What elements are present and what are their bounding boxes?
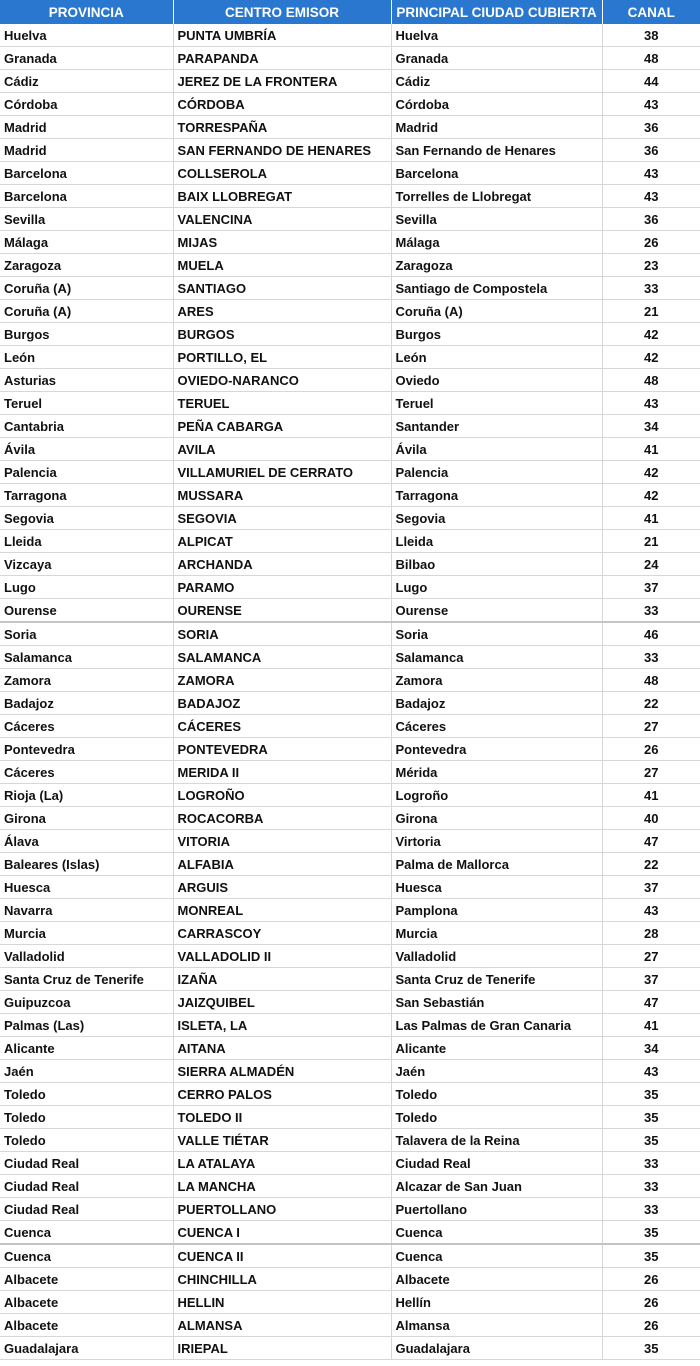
cell-canal: 34 [602,1037,700,1060]
table-row [0,208,700,231]
cell-centro-emisor: BURGOS [173,323,391,346]
cell-principal-ciudad: Cuenca [391,1244,602,1268]
header-centro-emisor: CENTRO EMISOR [173,0,391,24]
cell-centro-emisor: MIJAS [173,231,391,254]
cell-canal: 41 [602,784,700,807]
table-row [0,622,700,646]
table-row [0,599,700,623]
cell-canal: 42 [602,484,700,507]
cell-centro-emisor: CARRASCOY [173,922,391,945]
cell-principal-ciudad: Valladolid [391,945,602,968]
cell-provincia: Teruel [0,392,173,415]
cell-principal-ciudad: Tarragona [391,484,602,507]
cell-canal: 22 [602,853,700,876]
cell-principal-ciudad: Pamplona [391,899,602,922]
cell-centro-emisor: SORIA [173,622,391,646]
cell-provincia: Ciudad Real [0,1175,173,1198]
cell-centro-emisor: MERIDA II [173,761,391,784]
cell-centro-emisor: PEÑA CABARGA [173,415,391,438]
cell-canal: 48 [602,369,700,392]
table-row [0,24,700,47]
cell-canal: 42 [602,323,700,346]
cell-canal: 43 [602,185,700,208]
table-row [0,438,700,461]
cell-provincia: Ávila [0,438,173,461]
cell-provincia: Segovia [0,507,173,530]
table-row [0,415,700,438]
table-row [0,461,700,484]
cell-provincia: Valladolid [0,945,173,968]
cell-canal: 35 [602,1337,700,1360]
cell-centro-emisor: LA ATALAYA [173,1152,391,1175]
cell-provincia: Ourense [0,599,173,623]
cell-canal: 35 [602,1221,700,1245]
cell-provincia: Jaén [0,1060,173,1083]
cell-centro-emisor: CÁCERES [173,715,391,738]
cell-canal: 26 [602,1268,700,1291]
cell-principal-ciudad: Santander [391,415,602,438]
cell-principal-ciudad: Santiago de Compostela [391,277,602,300]
table-row [0,1221,700,1245]
cell-canal: 24 [602,553,700,576]
header-row [0,0,700,24]
cell-canal: 35 [602,1083,700,1106]
cell-canal: 23 [602,254,700,277]
cell-principal-ciudad: Almansa [391,1314,602,1337]
cell-provincia: Barcelona [0,162,173,185]
cell-centro-emisor: ARCHANDA [173,553,391,576]
cell-principal-ciudad: Teruel [391,392,602,415]
cell-provincia: Toledo [0,1106,173,1129]
cell-canal: 33 [602,599,700,623]
table-row [0,1198,700,1221]
cell-canal: 46 [602,622,700,646]
table-row [0,1291,700,1314]
cell-provincia: Cáceres [0,761,173,784]
cell-canal: 33 [602,1152,700,1175]
cell-provincia: Alicante [0,1037,173,1060]
cell-provincia: Álava [0,830,173,853]
cell-canal: 33 [602,1175,700,1198]
cell-principal-ciudad: Huelva [391,24,602,47]
cell-provincia: Tarragona [0,484,173,507]
cell-provincia: Lleida [0,530,173,553]
table-header [0,0,700,24]
cell-canal: 41 [602,438,700,461]
cell-centro-emisor: LOGROÑO [173,784,391,807]
cell-centro-emisor: PARAMO [173,576,391,599]
table-row [0,1060,700,1083]
cell-canal: 33 [602,646,700,669]
table-row [0,139,700,162]
cell-provincia: Santa Cruz de Tenerife [0,968,173,991]
cell-canal: 36 [602,139,700,162]
cell-canal: 26 [602,738,700,761]
cell-centro-emisor: ALMANSA [173,1314,391,1337]
cell-centro-emisor: SALAMANCA [173,646,391,669]
cell-centro-emisor: ALFABIA [173,853,391,876]
cell-principal-ciudad: Toledo [391,1106,602,1129]
cell-principal-ciudad: Oviedo [391,369,602,392]
table-row [0,70,700,93]
table-row [0,507,700,530]
cell-canal: 43 [602,392,700,415]
cell-provincia: Cáceres [0,715,173,738]
cell-provincia: Ciudad Real [0,1152,173,1175]
cell-principal-ciudad: Santa Cruz de Tenerife [391,968,602,991]
table-row [0,1314,700,1337]
table-row [0,323,700,346]
cell-centro-emisor: CUENCA I [173,1221,391,1245]
cell-provincia: Salamanca [0,646,173,669]
cell-canal: 35 [602,1129,700,1152]
cell-centro-emisor: CHINCHILLA [173,1268,391,1291]
cell-principal-ciudad: Torrelles de Llobregat [391,185,602,208]
cell-canal: 43 [602,1060,700,1083]
cell-centro-emisor: TORRESPAÑA [173,116,391,139]
cell-principal-ciudad: Alcazar de San Juan [391,1175,602,1198]
cell-principal-ciudad: Madrid [391,116,602,139]
cell-provincia: Cádiz [0,70,173,93]
cell-canal: 27 [602,945,700,968]
cell-centro-emisor: ISLETA, LA [173,1014,391,1037]
cell-provincia: Navarra [0,899,173,922]
cell-centro-emisor: BADAJOZ [173,692,391,715]
cell-principal-ciudad: Barcelona [391,162,602,185]
cell-provincia: Albacete [0,1291,173,1314]
cell-principal-ciudad: Burgos [391,323,602,346]
cell-provincia: Cuenca [0,1244,173,1268]
cell-canal: 37 [602,576,700,599]
cell-principal-ciudad: Virtoria [391,830,602,853]
cell-centro-emisor: ROCACORBA [173,807,391,830]
cell-canal: 37 [602,968,700,991]
cell-centro-emisor: VALENCINA [173,208,391,231]
cell-principal-ciudad: San Sebastián [391,991,602,1014]
cell-canal: 38 [602,24,700,47]
cell-centro-emisor: MONREAL [173,899,391,922]
cell-centro-emisor: CUENCA II [173,1244,391,1268]
cell-canal: 37 [602,876,700,899]
cell-centro-emisor: PUNTA UMBRÍA [173,24,391,47]
cell-provincia: Girona [0,807,173,830]
cell-canal: 22 [602,692,700,715]
table-row [0,738,700,761]
table-row [0,369,700,392]
table-row [0,1244,700,1268]
table-row [0,922,700,945]
table-row [0,346,700,369]
table-row [0,254,700,277]
table-row [0,692,700,715]
cell-centro-emisor: SIERRA ALMADÉN [173,1060,391,1083]
table-row [0,669,700,692]
header-provincia: PROVINCIA [0,0,173,24]
cell-centro-emisor: IRIEPAL [173,1337,391,1360]
cell-canal: 36 [602,116,700,139]
cell-centro-emisor: JEREZ DE LA FRONTERA [173,70,391,93]
cell-principal-ciudad: Badajoz [391,692,602,715]
cell-canal: 44 [602,70,700,93]
table-row [0,991,700,1014]
cell-canal: 48 [602,669,700,692]
cell-canal: 27 [602,715,700,738]
cell-centro-emisor: PONTEVEDRA [173,738,391,761]
table-row [0,300,700,323]
cell-canal: 47 [602,830,700,853]
cell-principal-ciudad: Toledo [391,1083,602,1106]
cell-provincia: Soria [0,622,173,646]
cell-principal-ciudad: Zamora [391,669,602,692]
cell-provincia: Cantabria [0,415,173,438]
cell-centro-emisor: PORTILLO, EL [173,346,391,369]
cell-canal: 36 [602,208,700,231]
table-row [0,807,700,830]
cell-principal-ciudad: Ciudad Real [391,1152,602,1175]
cell-principal-ciudad: Huesca [391,876,602,899]
cell-provincia: Albacete [0,1314,173,1337]
cell-principal-ciudad: Lleida [391,530,602,553]
table-row [0,185,700,208]
cell-canal: 26 [602,1314,700,1337]
table-row [0,1106,700,1129]
cell-canal: 42 [602,461,700,484]
cell-provincia: Pontevedra [0,738,173,761]
cell-principal-ciudad: Coruña (A) [391,300,602,323]
table-row [0,830,700,853]
cell-centro-emisor: AVILA [173,438,391,461]
cell-principal-ciudad: Murcia [391,922,602,945]
cell-principal-ciudad: Granada [391,47,602,70]
cell-principal-ciudad: Zaragoza [391,254,602,277]
cell-principal-ciudad: Alicante [391,1037,602,1060]
cell-principal-ciudad: Ávila [391,438,602,461]
cell-provincia: Toledo [0,1083,173,1106]
table-row [0,761,700,784]
table-row [0,715,700,738]
cell-principal-ciudad: Cáceres [391,715,602,738]
cell-provincia: Barcelona [0,185,173,208]
cell-provincia: Huelva [0,24,173,47]
cell-provincia: Rioja (La) [0,784,173,807]
cell-centro-emisor: VILLAMURIEL DE CERRATO [173,461,391,484]
cell-canal: 43 [602,93,700,116]
table-row [0,1129,700,1152]
cell-centro-emisor: JAIZQUIBEL [173,991,391,1014]
cell-provincia: Zaragoza [0,254,173,277]
cell-principal-ciudad: Lugo [391,576,602,599]
cell-centro-emisor: OURENSE [173,599,391,623]
table-row [0,392,700,415]
cell-provincia: Baleares (Islas) [0,853,173,876]
table-row [0,1337,700,1360]
cell-provincia: Lugo [0,576,173,599]
cell-canal: 26 [602,1291,700,1314]
cell-provincia: Coruña (A) [0,300,173,323]
table-row [0,93,700,116]
table-row [0,530,700,553]
cell-canal: 21 [602,530,700,553]
cell-principal-ciudad: Albacete [391,1268,602,1291]
cell-principal-ciudad: Segovia [391,507,602,530]
cell-provincia: Albacete [0,1268,173,1291]
cell-centro-emisor: SEGOVIA [173,507,391,530]
table-row [0,853,700,876]
cell-principal-ciudad: Ourense [391,599,602,623]
cell-canal: 40 [602,807,700,830]
cell-centro-emisor: ZAMORA [173,669,391,692]
cell-provincia: Zamora [0,669,173,692]
cell-principal-ciudad: Soria [391,622,602,646]
cell-provincia: Ciudad Real [0,1198,173,1221]
cell-centro-emisor: MUSSARA [173,484,391,507]
cell-provincia: Toledo [0,1129,173,1152]
cell-principal-ciudad: Cuenca [391,1221,602,1245]
table-row [0,1152,700,1175]
table-row [0,484,700,507]
cell-centro-emisor: PUERTOLLANO [173,1198,391,1221]
table-row [0,231,700,254]
cell-canal: 28 [602,922,700,945]
cell-centro-emisor: ARES [173,300,391,323]
cell-provincia: Burgos [0,323,173,346]
cell-canal: 43 [602,899,700,922]
cell-canal: 42 [602,346,700,369]
cell-centro-emisor: LA MANCHA [173,1175,391,1198]
table-row [0,576,700,599]
cell-centro-emisor: TERUEL [173,392,391,415]
cell-centro-emisor: IZAÑA [173,968,391,991]
cell-centro-emisor: CÓRDOBA [173,93,391,116]
cell-provincia: Guipuzcoa [0,991,173,1014]
header-canal: CANAL [602,0,700,24]
table-row [0,277,700,300]
table-row [0,784,700,807]
cell-provincia: Palencia [0,461,173,484]
table-row [0,47,700,70]
cell-provincia: Coruña (A) [0,277,173,300]
cell-principal-ciudad: Sevilla [391,208,602,231]
cell-centro-emisor: TOLEDO II [173,1106,391,1129]
cell-centro-emisor: ARGUIS [173,876,391,899]
cell-canal: 27 [602,761,700,784]
table-row [0,1037,700,1060]
table-row [0,1083,700,1106]
cell-principal-ciudad: León [391,346,602,369]
cell-provincia: Asturias [0,369,173,392]
cell-provincia: Madrid [0,116,173,139]
cell-provincia: Huesca [0,876,173,899]
cell-centro-emisor: VALLE TIÉTAR [173,1129,391,1152]
cell-canal: 26 [602,231,700,254]
cell-centro-emisor: SANTIAGO [173,277,391,300]
cell-principal-ciudad: Palma de Mallorca [391,853,602,876]
cell-centro-emisor: HELLIN [173,1291,391,1314]
table-row [0,1014,700,1037]
cell-canal: 35 [602,1244,700,1268]
cell-centro-emisor: AITANA [173,1037,391,1060]
cell-principal-ciudad: San Fernando de Henares [391,139,602,162]
cell-principal-ciudad: Hellín [391,1291,602,1314]
cell-principal-ciudad: Pontevedra [391,738,602,761]
cell-provincia: Sevilla [0,208,173,231]
cell-principal-ciudad: Las Palmas de Gran Canaria [391,1014,602,1037]
cell-centro-emisor: CERRO PALOS [173,1083,391,1106]
cell-provincia: Palmas (Las) [0,1014,173,1037]
cell-provincia: León [0,346,173,369]
cell-principal-ciudad: Girona [391,807,602,830]
cell-centro-emisor: BAIX LLOBREGAT [173,185,391,208]
cell-canal: 35 [602,1106,700,1129]
cell-centro-emisor: OVIEDO-NARANCO [173,369,391,392]
table-row [0,553,700,576]
cell-principal-ciudad: Málaga [391,231,602,254]
cell-canal: 34 [602,415,700,438]
table-row [0,162,700,185]
cell-provincia: Vizcaya [0,553,173,576]
cell-provincia: Granada [0,47,173,70]
cell-centro-emisor: PARAPANDA [173,47,391,70]
table-row [0,1175,700,1198]
cell-principal-ciudad: Bilbao [391,553,602,576]
cell-provincia: Cuenca [0,1221,173,1245]
table-row [0,945,700,968]
cell-canal: 33 [602,277,700,300]
cell-provincia: Murcia [0,922,173,945]
cell-principal-ciudad: Puertollano [391,1198,602,1221]
cell-canal: 48 [602,47,700,70]
cell-principal-ciudad: Salamanca [391,646,602,669]
cell-principal-ciudad: Logroño [391,784,602,807]
table-row [0,968,700,991]
cell-provincia: Córdoba [0,93,173,116]
table-row [0,876,700,899]
cell-canal: 41 [602,507,700,530]
cell-principal-ciudad: Palencia [391,461,602,484]
table-row [0,899,700,922]
cell-provincia: Badajoz [0,692,173,715]
cell-canal: 41 [602,1014,700,1037]
cell-principal-ciudad: Talavera de la Reina [391,1129,602,1152]
cell-principal-ciudad: Guadalajara [391,1337,602,1360]
table-row [0,116,700,139]
cell-centro-emisor: SAN FERNANDO DE HENARES [173,139,391,162]
table-row [0,646,700,669]
cell-canal: 47 [602,991,700,1014]
table-row [0,1268,700,1291]
cell-provincia: Madrid [0,139,173,162]
cell-centro-emisor: VITORIA [173,830,391,853]
cell-centro-emisor: COLLSEROLA [173,162,391,185]
cell-canal: 43 [602,162,700,185]
cell-principal-ciudad: Córdoba [391,93,602,116]
cell-canal: 33 [602,1198,700,1221]
cell-centro-emisor: VALLADOLID II [173,945,391,968]
cell-principal-ciudad: Cádiz [391,70,602,93]
cell-centro-emisor: MUELA [173,254,391,277]
cell-principal-ciudad: Jaén [391,1060,602,1083]
header-principal-ciudad: PRINCIPAL CIUDAD CUBIERTA [391,0,602,24]
cell-canal: 21 [602,300,700,323]
cell-principal-ciudad: Mérida [391,761,602,784]
cell-provincia: Guadalajara [0,1337,173,1360]
table-body [0,24,700,1360]
cell-centro-emisor: ALPICAT [173,530,391,553]
cell-provincia: Málaga [0,231,173,254]
